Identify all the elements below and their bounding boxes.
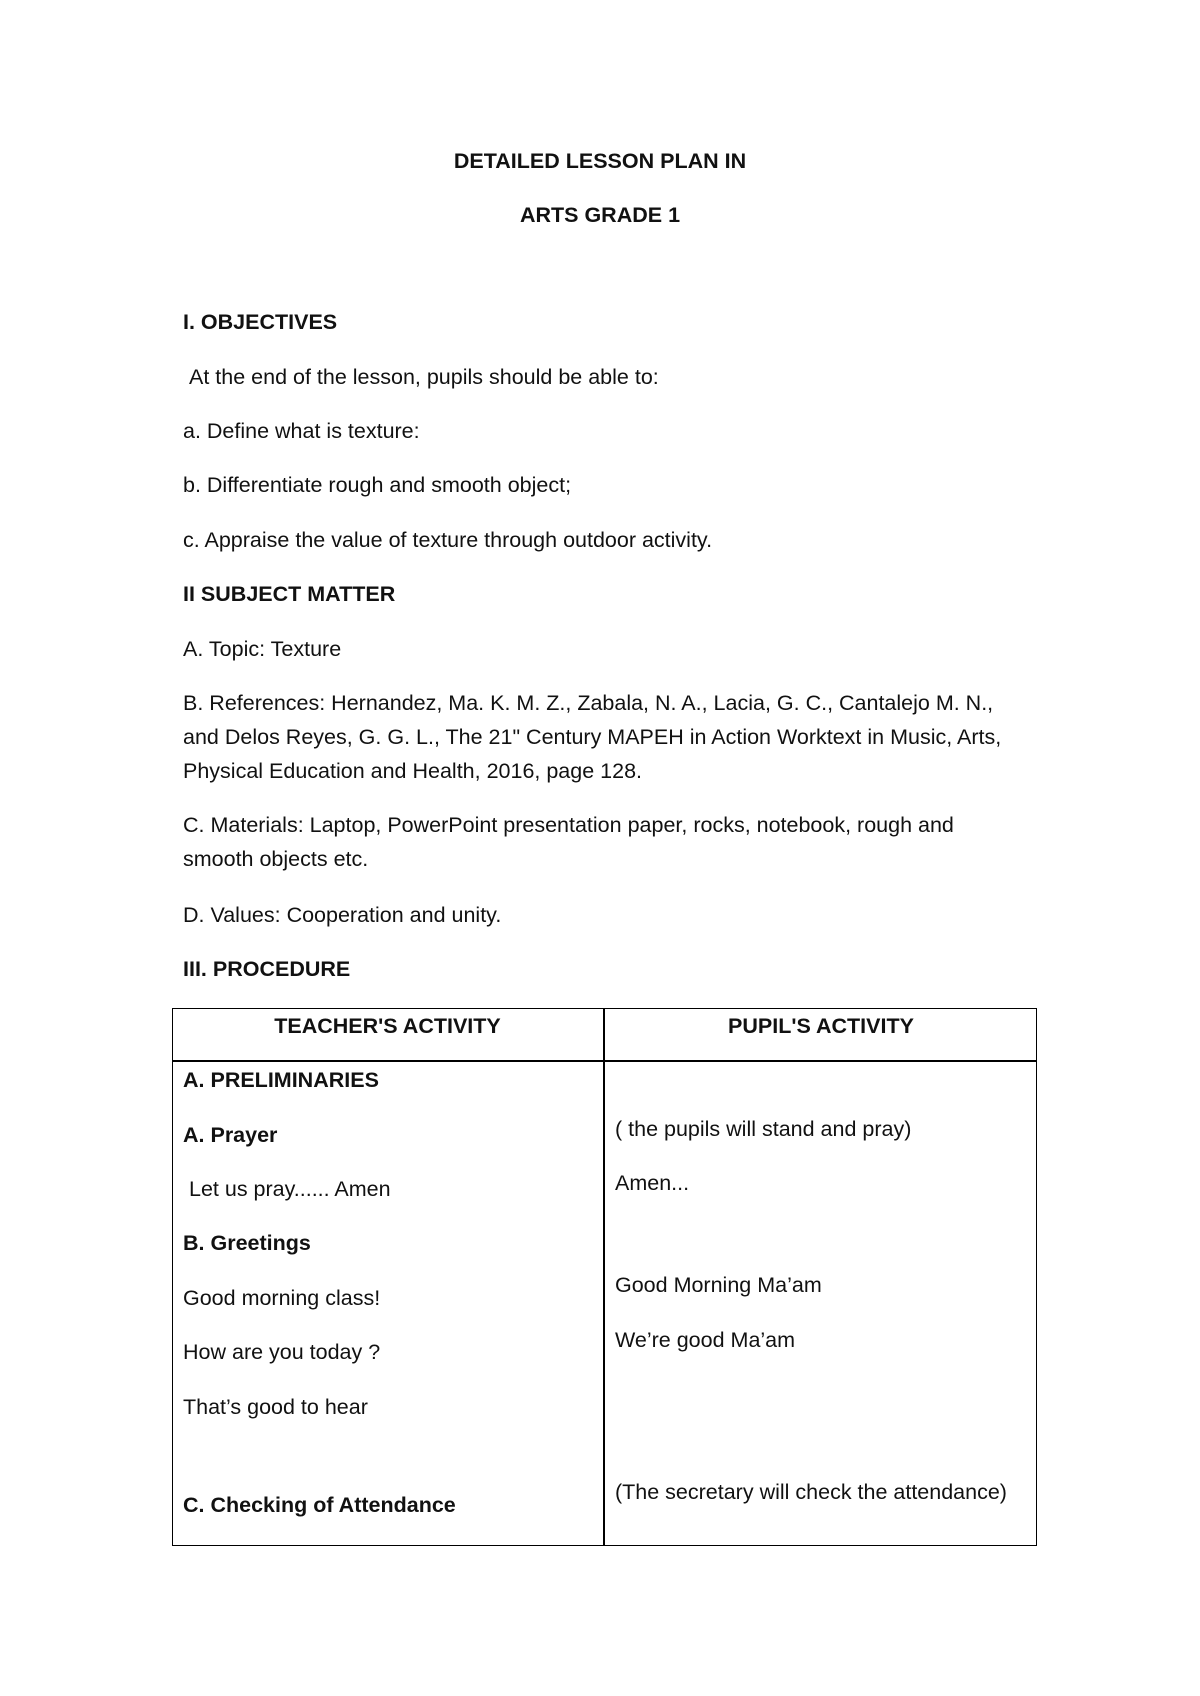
greet-teacher-line-1: Good morning class!	[183, 1286, 381, 1310]
table-header-divider	[172, 1060, 1037, 1062]
attendance-heading: C. Checking of Attendance	[183, 1493, 456, 1517]
header-pupil-activity: PUPIL'S ACTIVITY	[728, 1014, 914, 1038]
materials-line-1: C. Materials: Laptop, PowerPoint presentation paper, rocks, notebook, rough and	[183, 813, 954, 837]
objective-item-b: b. Differentiate rough and smooth object;	[183, 473, 572, 497]
attendance-pupil-line: (The secretary will check the attendance)	[615, 1480, 1007, 1504]
header-teacher-activity: TEACHER'S ACTIVITY	[274, 1014, 501, 1038]
greet-teacher-line-2: How are you today ?	[183, 1340, 381, 1364]
preliminaries-heading: A. PRELIMINARIES	[183, 1068, 379, 1092]
prayer-heading: A. Prayer	[183, 1123, 278, 1147]
objective-item-a: a. Define what is texture:	[183, 419, 420, 443]
procedure-heading: III. PROCEDURE	[183, 957, 351, 981]
greet-teacher-line-3: That’s good to hear	[183, 1395, 368, 1419]
greet-pupil-line-2: We’re good Ma’am	[615, 1328, 796, 1352]
materials-line-2: smooth objects etc.	[183, 847, 369, 871]
title-line-2: ARTS GRADE 1	[519, 203, 681, 227]
prayer-pupil-line-2: Amen...	[615, 1171, 690, 1195]
prayer-pupil-line-1: ( the pupils will stand and pray)	[615, 1117, 912, 1141]
subject-matter-heading: II SUBJECT MATTER	[183, 582, 396, 606]
references-line-3: Physical Education and Health, 2016, page 128.	[183, 759, 642, 783]
values-line: D. Values: Cooperation and unity.	[183, 903, 502, 927]
topic-line: A. Topic: Texture	[183, 637, 342, 661]
references-line-2: and Delos Reyes, G. G. L., The 21" Century MAPEH in Action Worktext in Music, Arts,	[183, 725, 1002, 749]
title-line-1: DETAILED LESSON PLAN IN	[453, 149, 747, 173]
prayer-teacher-line: Let us pray...... Amen	[189, 1177, 391, 1201]
objectives-intro: At the end of the lesson, pupils should be able to:	[189, 365, 659, 389]
objective-item-c: c. Appraise the value of texture through outdoor activity.	[183, 528, 713, 552]
table-column-divider	[603, 1008, 605, 1546]
references-line-1: B. References: Hernandez, Ma. K. M. Z., Zabala, N. A., Lacia, G. C., Cantalejo M. N.,	[183, 691, 994, 715]
objectives-heading: I. OBJECTIVES	[183, 310, 338, 334]
greet-pupil-line-1: Good Morning Ma’am	[615, 1273, 822, 1297]
greetings-heading: B. Greetings	[183, 1231, 311, 1255]
